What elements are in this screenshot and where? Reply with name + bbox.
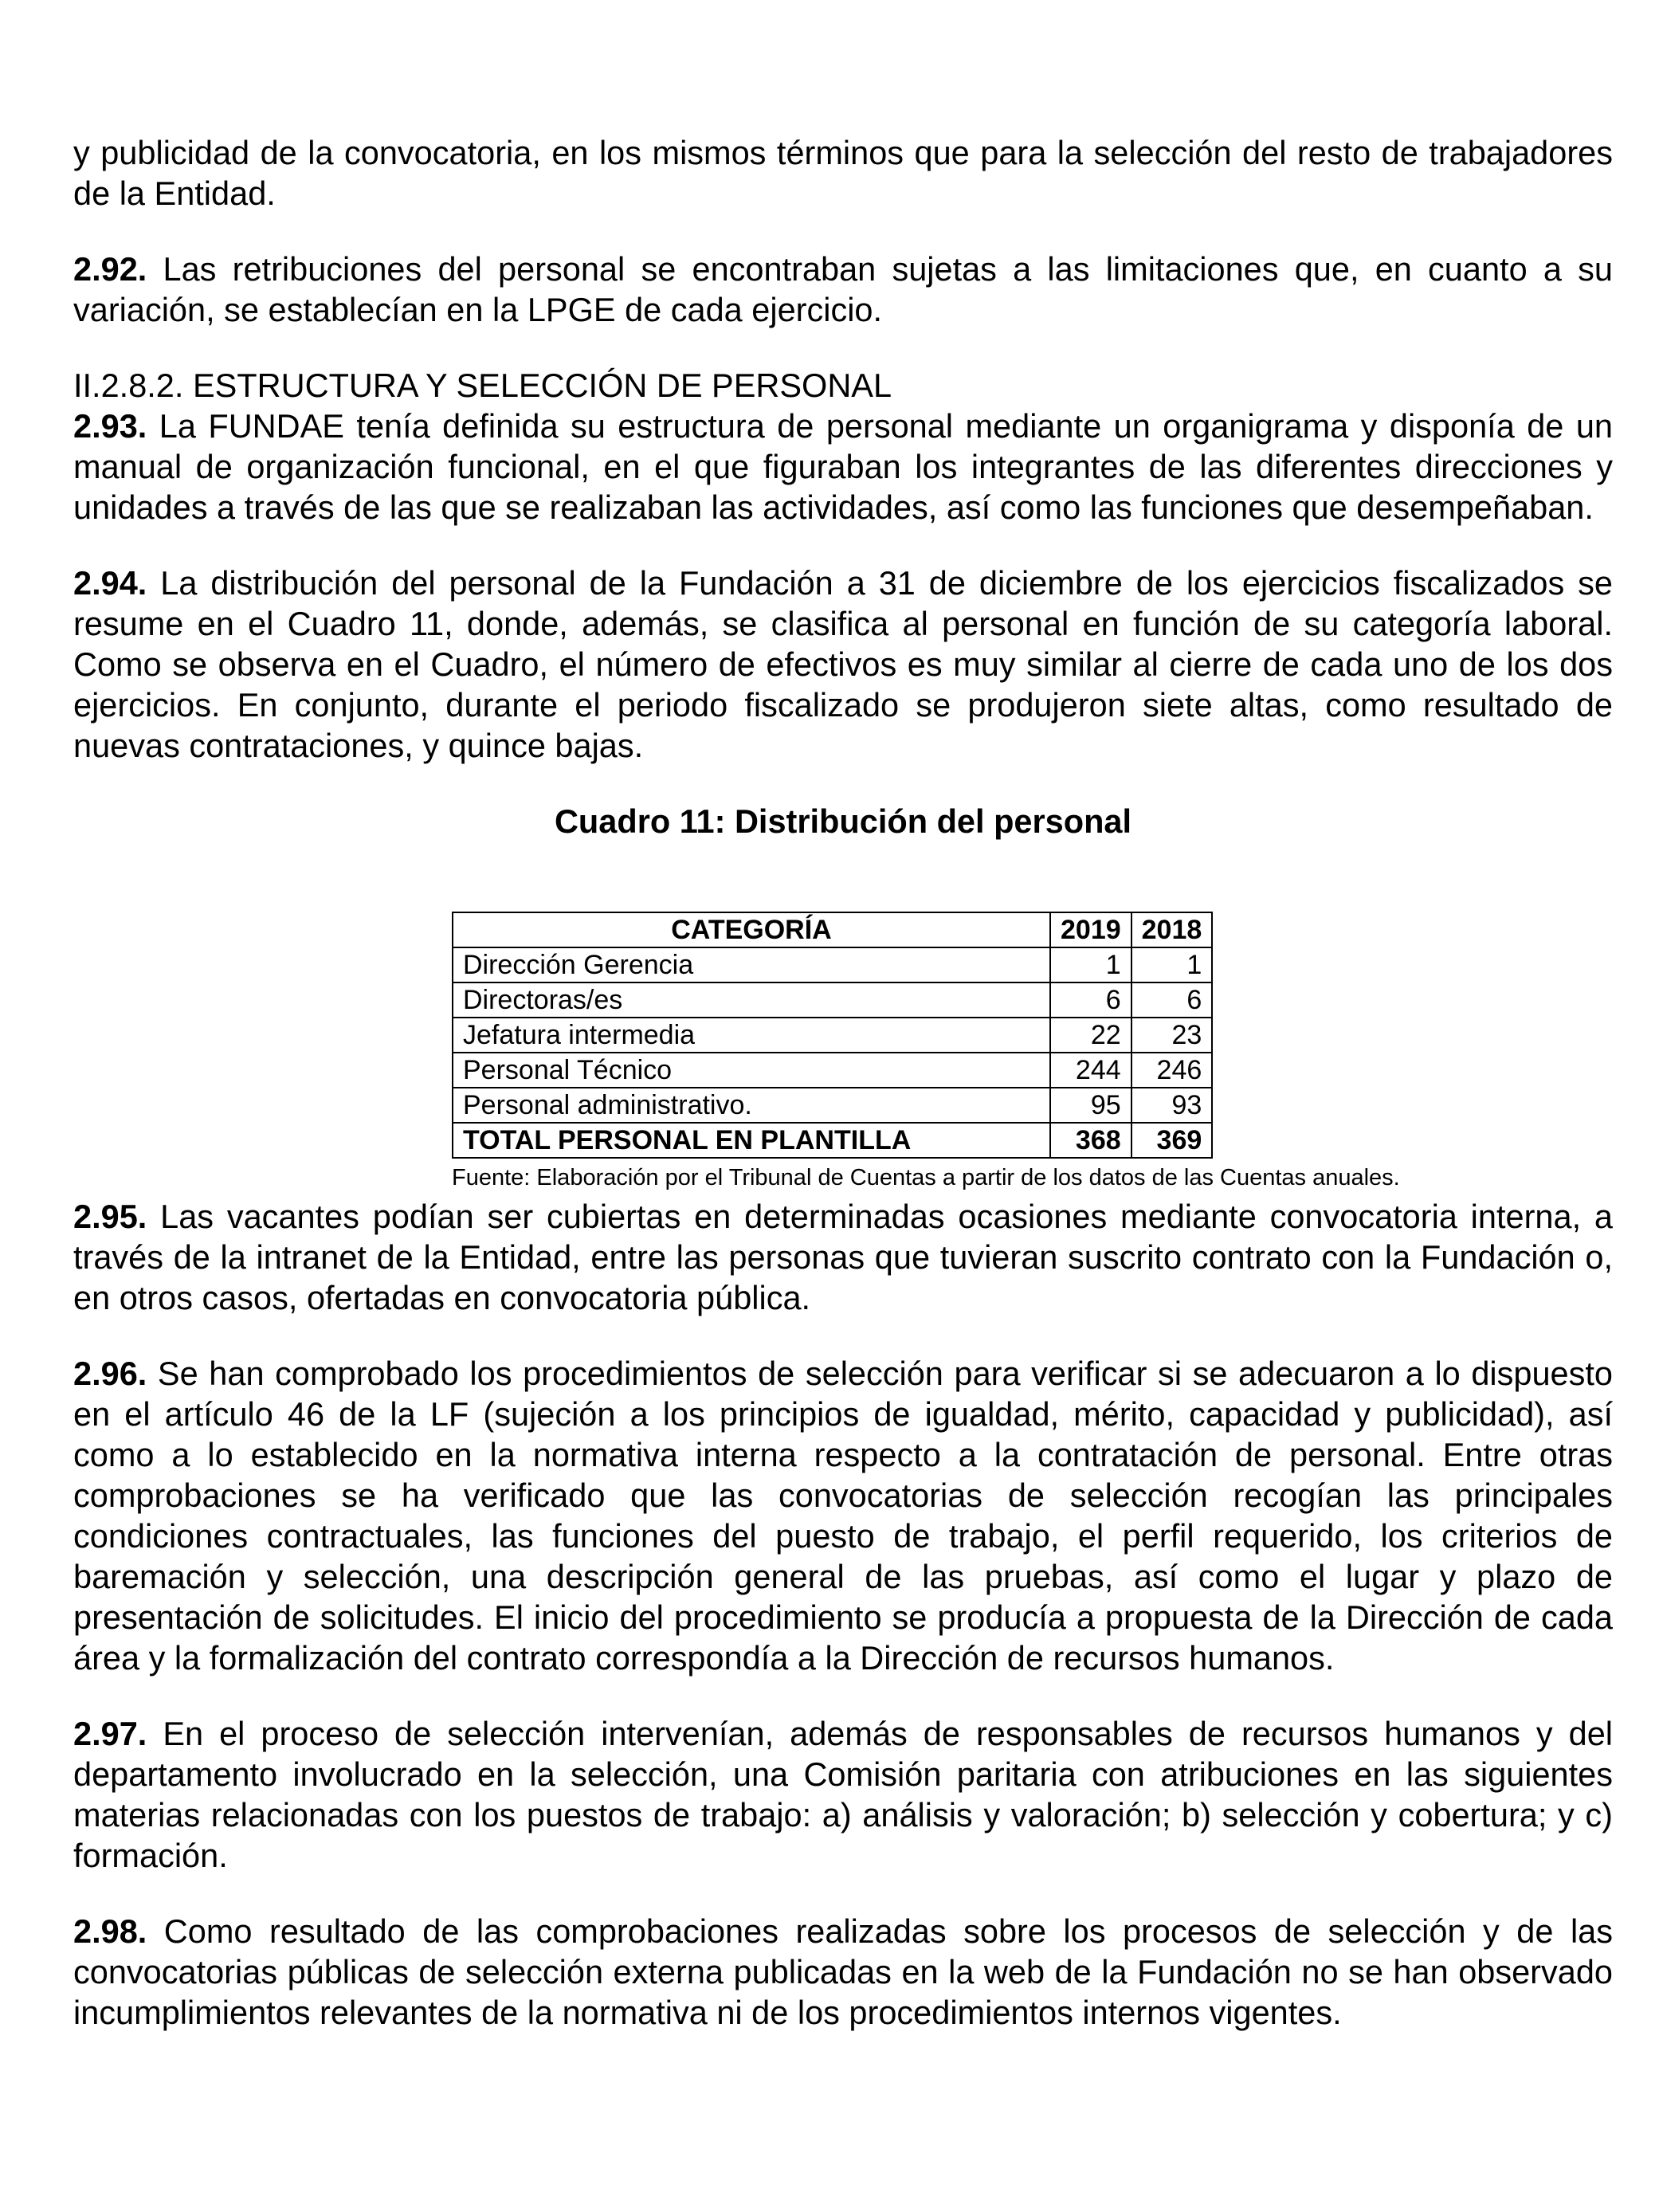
paragraph-2-93: [73, 406, 1613, 528]
paragraph-number: 2.98.: [73, 1912, 147, 1950]
cell-2018: 23: [1131, 1018, 1213, 1053]
cell-total-2019: 368: [1050, 1123, 1131, 1158]
paragraph-2-92: [73, 249, 1613, 330]
paragraph-text: Las vacantes podían ser cubiertas en determinadas ocasiones mediante convocatoria interna, a través de la intranet de la Entidad, entre las personas que tuvieran suscrito contrato con la Fundación o, en otros casos, ofertadas en convocatoria pública.: [73, 1198, 1613, 1316]
paragraph-text: Se han comprobado los procedimientos de selección para verificar si se adecuaron a lo dispuesto en el artículo 46 de la LF (sujeción a los principios de igualdad, mérito, capacidad y publicidad), así como a lo establecido en la normativa interna respecto a la contratación de personal. Entre otras comprobaciones se ha verificado que las convocatorias de selección recogían las principales condiciones contractuales, las funciones del puesto de trabajo, el perfil requerido, los criterios de baremación y selección, una descripción general de las pruebas, así como el lugar y plazo de presentación de solicitudes. El inicio del procedimiento se producía a propuesta de la Dirección de cada área y la formalización del contrato correspondía a la Dirección de recursos humanos.: [73, 1355, 1613, 1677]
cell-2018: 6: [1131, 982, 1213, 1018]
table-row: [453, 1018, 1212, 1053]
cell-2019: 6: [1050, 982, 1131, 1018]
paragraph-text: Las retribuciones del personal se encontraban sujetas a las limitaciones que, en cuanto a su variación, se establecían en la LPGE de cada ejercicio.: [73, 250, 1613, 328]
cell-2018: 1: [1131, 947, 1213, 982]
paragraph-number: 2.93.: [73, 407, 147, 445]
paragraph-2-96: [73, 1353, 1613, 1678]
cell-2019: 95: [1050, 1088, 1131, 1123]
document-page: [73, 132, 1613, 2033]
cell-total-label: TOTAL PERSONAL EN PLANTILLA: [453, 1123, 1050, 1158]
paragraph-number: 2.95.: [73, 1198, 147, 1235]
paragraph-2-95: [73, 1196, 1613, 1318]
table-source-note: Fuente: Elaboración por el Tribunal de Cuentas a partir de los datos de las Cuentas anuales.: [452, 1165, 1400, 1190]
paragraph-text: La distribución del personal de la Fundación a 31 de diciembre de los ejercicios fiscalizados se resume en el Cuadro 11, donde, además, se clasifica al personal en función de su categoría laboral. Como se observa en el Cuadro, el número de efectivos es muy similar al cierre de cada uno de los dos ejercicios. En conjunto, durante el periodo fiscalizado se produjeron siete altas, como resultado de nuevas contrataciones, y quince bajas.: [73, 564, 1613, 764]
section-heading: II.2.8.2. ESTRUCTURA Y SELECCIÓN DE PERSONAL: [73, 367, 892, 404]
paragraph-continuation: [73, 132, 1613, 214]
paragraph-number: 2.92.: [73, 250, 147, 288]
paragraph-2-94: [73, 563, 1613, 766]
cell-category: Dirección Gerencia: [453, 947, 1050, 982]
paragraph-number: 2.94.: [73, 564, 147, 602]
table-header-row: [453, 912, 1212, 947]
table-container: [73, 912, 1613, 1196]
header-2018: 2018: [1131, 912, 1213, 947]
table-row: [453, 947, 1212, 982]
cell-category: Personal administrativo.: [453, 1088, 1050, 1123]
cell-2019: 244: [1050, 1053, 1131, 1088]
cell-category: Jefatura intermedia: [453, 1018, 1050, 1053]
table-row: [453, 982, 1212, 1018]
paragraph-number: 2.97.: [73, 1715, 147, 1752]
paragraph-text: Como resultado de las comprobaciones realizadas sobre los procesos de selección y de las convocatorias públicas de selección externa publicadas en la web de la Fundación no se han observado incumplimientos relevantes de la normativa ni de los procedimientos internos vigentes.: [73, 1912, 1613, 2031]
table-title: Cuadro 11: Distribución del personal: [554, 802, 1132, 840]
header-category: CATEGORÍA: [453, 912, 1050, 947]
cell-2018: 246: [1131, 1053, 1213, 1088]
paragraph-2-97: [73, 1713, 1613, 1876]
cell-2019: 1: [1050, 947, 1131, 982]
paragraph-2-98: [73, 1911, 1613, 2033]
cell-category: Personal Técnico: [453, 1053, 1050, 1088]
cell-category: Directoras/es: [453, 982, 1050, 1018]
paragraph-text: En el proceso de selección intervenían, además de responsables de recursos humanos y del departamento involucrado en la selección, una Comisión paritaria con atribuciones en las siguientes materias relacionadas con los puestos de trabajo: a) análisis y valoración; b) selección y cobertura; y c) formación.: [73, 1715, 1613, 1874]
staff-distribution-table: [452, 912, 1213, 1159]
table-row: [453, 1053, 1212, 1088]
table-row: [453, 1088, 1212, 1123]
paragraph-text: La FUNDAE tenía definida su estructura de personal mediante un organigrama y disponía de un manual de organización funcional, en el que figuraban los integrantes de las diferentes direcciones y unidades a través de las que se realizaban las actividades, así como las funciones que desempeñaban.: [73, 407, 1613, 526]
table-total-row: [453, 1123, 1212, 1158]
paragraph-text: y publicidad de la convocatoria, en los mismos términos que para la selección del resto de trabajadores de la Entidad.: [73, 134, 1613, 212]
cell-2019: 22: [1050, 1018, 1131, 1053]
cell-total-2018: 369: [1131, 1123, 1213, 1158]
header-2019: 2019: [1050, 912, 1131, 947]
paragraph-number: 2.96.: [73, 1355, 147, 1392]
cell-2018: 93: [1131, 1088, 1213, 1123]
